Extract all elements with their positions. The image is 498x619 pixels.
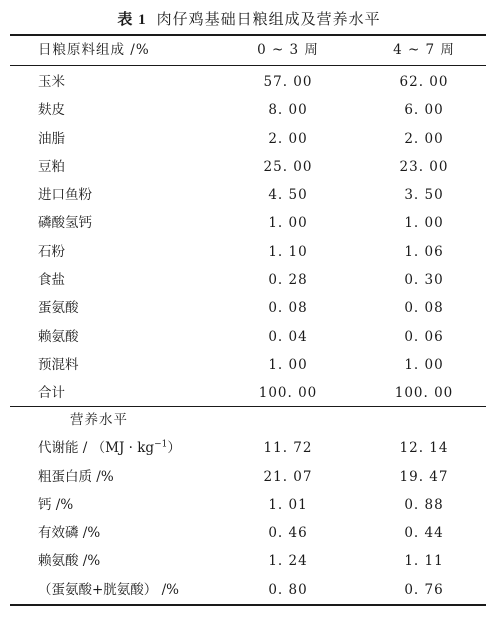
- value-period-2: 23. 00: [399, 158, 449, 175]
- value-period-2: 0. 88: [404, 496, 444, 513]
- row-label: 石粉: [38, 243, 65, 260]
- value-period-1: 0. 04: [268, 328, 308, 345]
- value-period-1: 1. 00: [268, 356, 308, 373]
- table-row: [10, 266, 486, 294]
- header-label: 日粮原料组成 /%: [38, 42, 150, 58]
- header-rule: [10, 65, 486, 66]
- value-period-2: 0. 06: [404, 328, 444, 345]
- value-period-1: 25. 00: [263, 158, 313, 175]
- row-label: 食盐: [38, 272, 65, 289]
- table-row: [10, 379, 486, 407]
- energy-label: 代谢能 / $(MJ \cdot kg^{-1})$: [38, 439, 181, 457]
- value-period-2: 0. 08: [404, 300, 444, 317]
- row-label: （蛋氨酸+胱氨酸） /%: [38, 581, 179, 598]
- table-number: 表 1: [117, 12, 147, 28]
- row-label: 有效磷 /%: [38, 525, 101, 542]
- row-label: 进口鱼粉: [38, 187, 92, 204]
- table-row: [10, 519, 486, 547]
- value-period-1: 0. 46: [268, 525, 308, 542]
- value-period-2: 62. 00: [399, 74, 449, 90]
- value-period-2: 3. 50: [404, 187, 444, 204]
- value-period-1: 0. 80: [268, 581, 308, 598]
- energy-value-period-1: 11. 72: [263, 440, 313, 457]
- value-period-2: 1. 00: [404, 356, 444, 373]
- table-row: [10, 96, 486, 124]
- value-period-1: 1. 00: [268, 215, 308, 232]
- value-period-2: 1. 11: [404, 553, 444, 570]
- value-period-1: 8. 00: [268, 102, 308, 119]
- table-row: [10, 351, 486, 379]
- value-period-2: 0. 44: [404, 525, 444, 542]
- value-period-2: 19. 47: [399, 468, 449, 485]
- value-period-2: 0. 30: [404, 272, 444, 289]
- row-label: 蛋氨酸: [38, 300, 79, 317]
- table-row: [10, 125, 486, 153]
- header-period-1: 0 ~ 3 周: [257, 42, 319, 58]
- header-period-2: 4 ~ 7 周: [393, 42, 455, 58]
- row-label: 磷酸氢钙: [38, 215, 92, 232]
- value-period-1: 4. 50: [268, 187, 308, 204]
- table-row: [10, 153, 486, 181]
- value-period-2: 1. 00: [404, 215, 444, 232]
- value-period-2: 100. 00: [394, 385, 454, 402]
- value-period-1: 100. 00: [258, 385, 318, 402]
- row-label: 赖氨酸: [38, 328, 79, 345]
- value-period-2: 0. 76: [404, 581, 444, 598]
- row-label: 粗蛋白质 /%: [38, 468, 114, 485]
- table-title: 肉仔鸡基础日粮组成及营养水平: [156, 10, 381, 28]
- row-label: 麸皮: [38, 102, 65, 119]
- row-label: 赖氨酸 /%: [38, 553, 101, 570]
- value-period-1: 0. 08: [268, 300, 308, 317]
- table-caption: [0, 8, 498, 29]
- value-period-1: 21. 07: [263, 468, 313, 485]
- table-row: [10, 181, 486, 209]
- value-period-2: 2. 00: [404, 130, 444, 147]
- row-label: 油脂: [38, 130, 65, 147]
- value-period-1: 57. 00: [263, 74, 313, 90]
- value-period-1: 0. 28: [268, 272, 308, 289]
- row-label: 钙 /%: [38, 496, 74, 513]
- value-period-1: 2. 00: [268, 130, 308, 147]
- value-period-1: 1. 10: [268, 243, 308, 260]
- table-row: [10, 491, 486, 519]
- table-row: [10, 463, 486, 491]
- value-period-2: 1. 06: [404, 243, 444, 260]
- row-label: 合计: [38, 385, 65, 402]
- table-row: [10, 68, 486, 96]
- table-row: [10, 323, 486, 351]
- value-period-2: 6. 00: [404, 102, 444, 119]
- row-label: 玉米: [38, 74, 65, 90]
- table-row: [10, 547, 486, 575]
- bottom-rule: [10, 604, 486, 606]
- table-row: [10, 576, 486, 604]
- nutrition-body: [10, 406, 486, 604]
- table-row: [10, 294, 486, 322]
- row-label: 预混料: [38, 356, 79, 373]
- energy-value-period-2: 12. 14: [399, 440, 449, 457]
- ingredients-body: [10, 68, 486, 408]
- table-row: [10, 238, 486, 266]
- diet-composition-table: [10, 36, 486, 64]
- nutrition-header-row: [10, 406, 486, 434]
- value-period-1: 1. 01: [268, 496, 308, 513]
- table-row: [10, 434, 486, 462]
- nutrition-header: 营养水平: [70, 412, 128, 428]
- row-label: 豆粕: [38, 158, 65, 175]
- header-row: [10, 36, 486, 64]
- table-row: [10, 209, 486, 237]
- value-period-1: 1. 24: [268, 553, 308, 570]
